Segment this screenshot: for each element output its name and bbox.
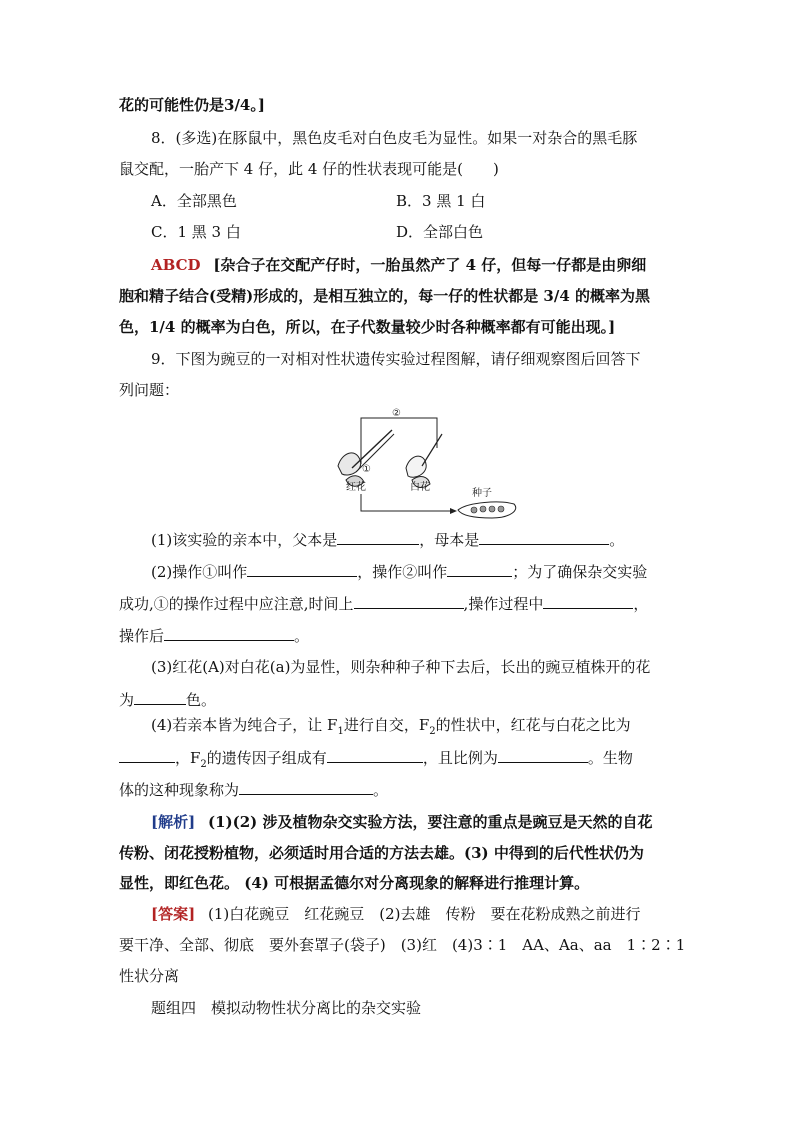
blank-2-process[interactable] (543, 592, 633, 609)
q8-option-d: D．全部白色 (396, 223, 484, 241)
operation-2-bracket (361, 418, 437, 464)
figure-label-red-flower: 红花 (346, 482, 366, 493)
q9-part3-line2: 为 色。 (119, 688, 216, 711)
q8-option-b: B．3 黑 1 白 (396, 192, 486, 210)
blank-4-proportion[interactable] (498, 746, 588, 763)
q8-answer-label: ABCD (151, 256, 201, 274)
pea-cross-figure (330, 404, 530, 520)
q8-option-a: A．全部黑色 (151, 192, 237, 210)
blank-2-op2[interactable] (447, 560, 512, 577)
section-title: 题组四 模拟动物性状分离比的杂交实验 (151, 999, 422, 1017)
prev-answer-tail: 花的可能性仍是3/4。] (119, 96, 265, 114)
q9-stem-line2: 列问题： (119, 381, 180, 399)
blank-1-mother[interactable] (479, 528, 609, 545)
q9-analysis-line1: [解析] (1)(2) 涉及植物杂交实验方法，要注意的重点是豌豆是天然的自花 (151, 813, 653, 831)
seed-pod-icon (458, 502, 516, 518)
brush-icon (422, 434, 442, 466)
blank-1-father[interactable] (337, 528, 419, 545)
q9-part4-line3: 体的这种现象称为 。 (119, 778, 388, 801)
figure-label-white-flower: 白花 (410, 482, 430, 493)
answer-label: [答案] (151, 905, 196, 923)
q9-stem-line1: 9．下图为豌豆的一对相对性状遗传实验过程图解，请仔细观察图后回答下 (151, 350, 641, 368)
blank-4-phenomenon[interactable] (239, 778, 373, 795)
blank-2-after[interactable] (164, 624, 294, 641)
figure-label-2: ② (392, 408, 401, 419)
blank-2-time[interactable] (354, 592, 464, 609)
q9-part2-line1: (2)操作①叫作 ，操作②叫作 ；为了确保杂交实验 (151, 560, 647, 583)
q9-part4-line1: (4)若亲本皆为纯合子，让 $F_1$进行自交，$F_2$的性状中，红花与白花之比为 (151, 716, 631, 737)
q9-analysis-line3: 显性，即红色花。 (4) 可根据孟德尔对分离现象的解释进行推理计算。 (119, 874, 590, 892)
analysis-label: [解析] (151, 813, 196, 831)
q9-part3-line1: (3)红花(A)对白花(a)为显性，则杂种种子种下去后，长出的豌豆植株开的花 (151, 658, 651, 676)
red-flower-petals-icon (338, 453, 361, 475)
q9-answer-line3: 性状分离 (119, 967, 180, 985)
blank-4-genotypes[interactable] (327, 746, 423, 763)
cross-arrow-line (361, 494, 450, 511)
cross-arrow-head (450, 508, 457, 514)
q8-option-c: C．1 黑 3 白 (151, 223, 241, 241)
q9-part2-line3: 操作后 。 (119, 624, 309, 647)
q9-part1: (1)该实验的亲本中，父本是 ，母本是 。 (151, 528, 624, 551)
q8-explanation-line2: 胞和精子结合(受精)形成的，是相互独立的，每一仔的性状都是 3/4 的概率为黑 (119, 287, 650, 305)
blank-4-ratio[interactable] (119, 746, 175, 763)
q9-part4-line2: ，$F_2$的遗传因子组成有 ，且比例为 。生物 (119, 746, 633, 776)
blank-2-op1[interactable] (247, 560, 357, 577)
q8-explanation-line3: 色，1/4 的概率为白色，所以，在子代数量较少时各种概率都有可能出现。] (119, 318, 616, 336)
q8-stem-line2: 鼠交配，一胎产下 4 仔，此 4 仔的性状表现可能是( ) (119, 160, 499, 178)
tweezers-icon (352, 430, 392, 468)
q9-answer-line2: 要干净、全部、彻底 要外套罩子(袋子) (3)红 (4)3∶1 AA、Aa、aa 1∶2∶1 (119, 936, 686, 954)
q9-analysis-line2: 传粉、闭花授粉植物，必须适时用合适的方法去雄。(3) 中得到的后代性状仍为 (119, 844, 644, 862)
white-flower-petals-icon (406, 456, 426, 477)
q8-explanation-line1: ABCD [杂合子在交配产仔时，一胎虽然产了 4 仔，但每一仔都是由卵细 (151, 256, 647, 274)
q9-part2-line2: 成功,①的操作过程中应注意,时间上 ,操作过程中 ， (119, 592, 648, 615)
q9-answer-line1: [答案] (1)白花豌豆 红花豌豆 (2)去雄 传粉 要在花粉成熟之前进行 (151, 905, 641, 923)
blank-3-color[interactable] (134, 688, 186, 705)
figure-label-seed: 种子 (472, 488, 492, 499)
q8-stem-line1: 8．(多选)在豚鼠中，黑色皮毛对白色皮毛为显性。如果一对杂合的黑毛豚 (151, 129, 638, 147)
figure-label-1: ① (362, 464, 371, 475)
